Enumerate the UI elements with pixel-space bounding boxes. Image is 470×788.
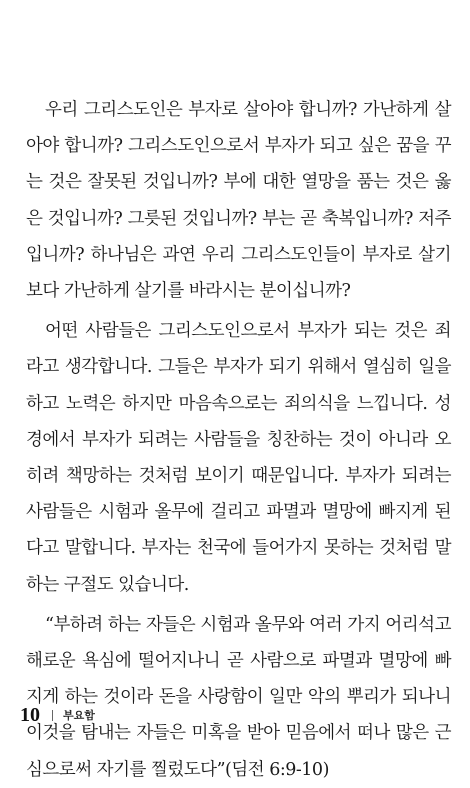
- running-title: 부요함: [63, 709, 95, 722]
- page-footer: [20, 700, 95, 730]
- paragraph-scripture-quote: “부하려 하는 자들은 시험과 올무와 여러 가지 어리석고 해로운 욕심에 떨어지나니 곧 사람으로 파멸과 멸망에 빠지게 하는 것이라 돈을 사랑함이 일만 악의 뿌리가 되나니 이것을 탐내는 자들은 미혹을 받아 믿음에서 떠나 많은 근심으로써 자기를 찔렀도다”(딤전 6:9-10): [26, 614, 451, 780]
- paragraph-questions: 우리 그리스도인은 부자로 살아야 합니까? 가난하게 살아야 합니까? 그리스도인으로서 부자가 되고 싶은 꿈을 꾸는 것은 잘못된 것입니까? 부에 대한 열망을 품는 것은 옳은 것입니까? 그릇된 것입니까? 부는 곧 축복입니까? 저주입니까? 하나님은 과연 우리 그리스도인들이 부자로 살기 보다 가난하게 살기를 바라시는 분이십니까?: [26, 100, 451, 302]
- page-number: 10: [20, 703, 40, 726]
- paragraph-guilt: 어떤 사람들은 그리스도인으로서 부자가 되는 것은 죄라고 생각합니다. 그들은 부자가 되기 위해서 열심히 일을 하고 노력은 하지만 마음속으로는 죄의식을 느낍니다. 성경에서 부자가 되려는 사람들을 칭찬하는 것이 아니라 오히려 책망하는 것처럼 보이기 때문입니다. 부자가 되려는 사람들은 시험과 올무에 걸리고 파멸과 멸망에 빠지게 된다고 말합니다. 부자는 천국에 들어가지 못하는 것처럼 말하는 구절도 있습니다.: [26, 321, 451, 595]
- body-text: [26, 92, 451, 788]
- footer-divider: [52, 710, 53, 721]
